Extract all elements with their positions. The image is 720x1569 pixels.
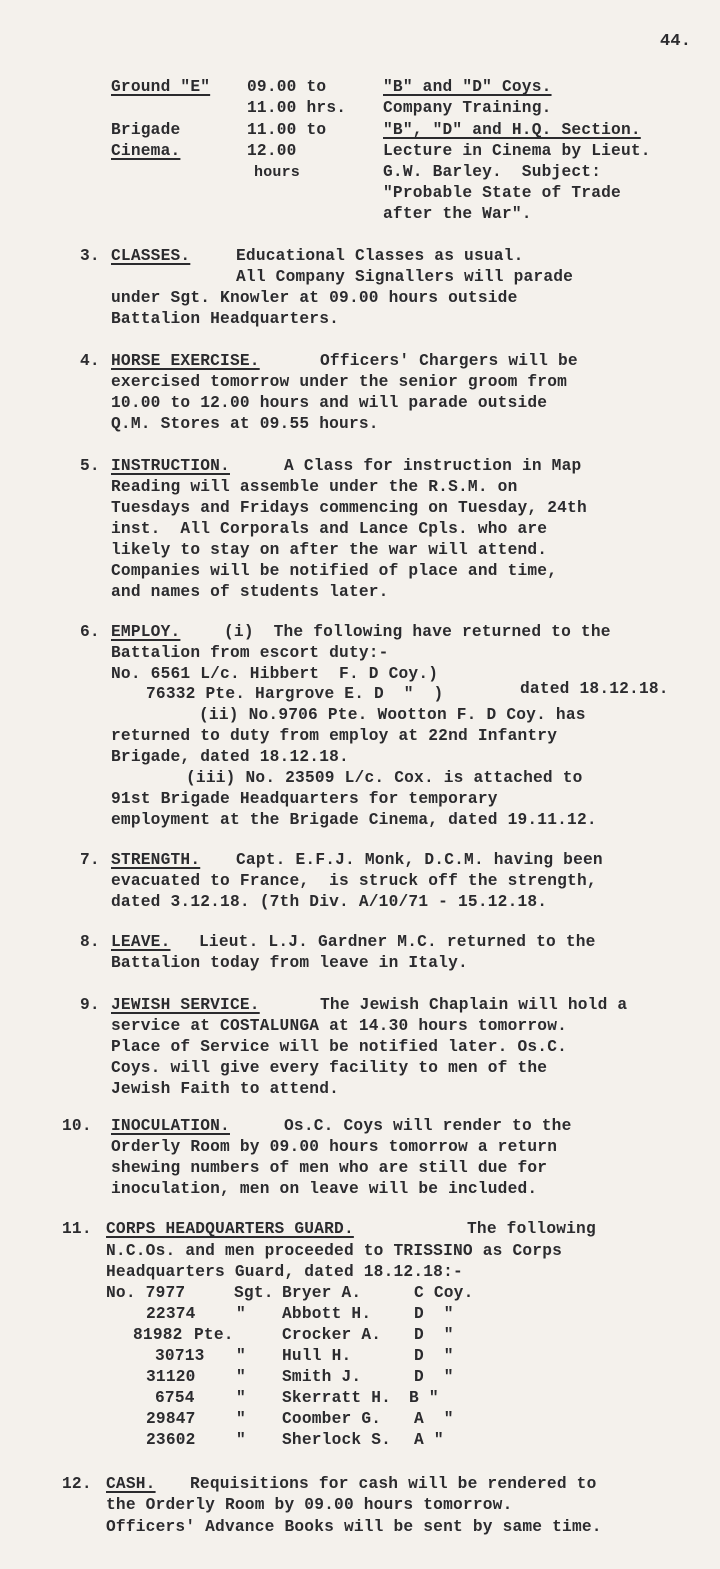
item-number: 9. [80, 996, 100, 1014]
page-number: 44. [660, 32, 692, 51]
guard-rank: " [236, 1410, 246, 1428]
item-line: Companies will be notified of place and time, [111, 562, 558, 580]
guard-coy: A " [414, 1410, 454, 1428]
item-number: 10. [62, 1117, 92, 1135]
item-line: and names of students later. [111, 583, 389, 601]
item-heading: EMPLOY. [111, 623, 181, 641]
item-number: 3. [80, 247, 100, 265]
item-heading: CLASSES. [111, 247, 191, 265]
item-line: 10.00 to 12.00 hours and will parade outside [111, 394, 548, 412]
item-line: (iii) No. 23509 L/c. Cox. is attached to [186, 769, 583, 787]
item-line: evacuated to France, is struck off the strength, [111, 872, 597, 890]
item-line: employment at the Brigade Cinema, dated 19.11.12. [111, 811, 597, 829]
item-heading: LEAVE. [111, 933, 171, 951]
item-line: service at COSTALUNGA at 14.30 hours tomorrow. [111, 1017, 568, 1035]
schedule-desc: "B", "D" and H.Q. Section. [383, 121, 641, 139]
guard-number: 23602 [146, 1431, 196, 1449]
item-line: Officers' Advance Books will be sent by same time. [106, 1518, 602, 1536]
item-line: Os.C. Coys will render to the [284, 1117, 572, 1135]
guard-number: 31120 [146, 1368, 196, 1386]
guard-rank: Pte. [194, 1326, 234, 1344]
guard-rank: Sgt. [234, 1284, 274, 1302]
item-heading: HORSE EXERCISE. [111, 352, 260, 370]
guard-name: Bryer A. [282, 1284, 362, 1302]
item-line: Battalion from escort duty:- [111, 644, 389, 662]
item-line: Place of Service will be notified later. Os.C. [111, 1038, 568, 1056]
item-heading: CASH. [106, 1475, 156, 1493]
guard-rank: " [236, 1368, 246, 1386]
item-heading: JEWISH SERVICE. [111, 996, 260, 1014]
schedule-place: Cinema. [111, 142, 181, 160]
schedule-desc: after the War". [383, 205, 532, 223]
schedule-time: 11.00 to [247, 121, 327, 139]
item-number: 12. [62, 1475, 92, 1493]
item-heading: INOCULATION. [111, 1117, 230, 1135]
item-line: Educational Classes as usual. [236, 247, 524, 265]
item-line: No. 6561 L/c. Hibbert F. D Coy.) [111, 665, 439, 683]
item-line: Capt. E.F.J. Monk, D.C.M. having been [236, 851, 603, 869]
item-heading: CORPS HEADQUARTERS GUARD. [106, 1220, 354, 1238]
item-line: Reading will assemble under the R.S.M. on [111, 478, 518, 496]
item-line: returned to duty from employ at 22nd Infantry [111, 727, 558, 745]
item-number: 8. [80, 933, 100, 951]
item-line: Lieut. L.J. Gardner M.C. returned to the [199, 933, 596, 951]
item-number: 4. [80, 352, 100, 370]
guard-rank: " [236, 1347, 246, 1365]
guard-coy: D " [414, 1326, 454, 1344]
item-line: shewing numbers of men who are still due for [111, 1159, 548, 1177]
item-line: Q.M. Stores at 09.55 hours. [111, 415, 379, 433]
item-line: Requisitions for cash will be rendered to [190, 1475, 597, 1493]
guard-rank: " [236, 1431, 246, 1449]
guard-number: 6754 [155, 1389, 195, 1407]
guard-name: Coomber G. [282, 1410, 382, 1428]
guard-coy: A " [414, 1431, 444, 1449]
item-line: Jewish Faith to attend. [111, 1080, 340, 1098]
guard-name: Crocker A. [282, 1326, 382, 1344]
item-number: 5. [80, 457, 100, 475]
item-line: under Sgt. Knowler at 09.00 hours outside [111, 289, 518, 307]
item-line: All Company Signallers will parade [236, 268, 574, 286]
guard-coy: D " [414, 1347, 454, 1365]
item-line: 76332 Pte. Hargrove E. D " ) [146, 685, 444, 703]
item-number: 11. [62, 1220, 92, 1238]
item-line: the Orderly Room by 09.00 hours tomorrow. [106, 1496, 513, 1514]
guard-number: 22374 [146, 1305, 196, 1323]
guard-name: Hull H. [282, 1347, 352, 1365]
item-number: 6. [80, 623, 100, 641]
item-line: The following [467, 1220, 596, 1238]
item-line: likely to stay on after the war will attend. [111, 541, 548, 559]
item-line: A Class for instruction in Map [284, 457, 582, 475]
guard-coy: B " [409, 1389, 439, 1407]
guard-name: Sherlock S. [282, 1431, 392, 1449]
guard-coy: D " [414, 1305, 454, 1323]
item-line: The Jewish Chaplain will hold a [320, 996, 628, 1014]
guard-number: 29847 [146, 1410, 196, 1428]
item-line: Headquarters Guard, dated 18.12.18:- [106, 1263, 463, 1281]
item-line: (i) The following have returned to the [224, 623, 611, 641]
guard-coy: D " [414, 1368, 454, 1386]
item-line: Officers' Chargers will be [320, 352, 578, 370]
item-line: 91st Brigade Headquarters for temporary [111, 790, 498, 808]
guard-number: 81982 [133, 1326, 183, 1344]
item-heading: INSTRUCTION. [111, 457, 230, 475]
item-line: Orderly Room by 09.00 hours tomorrow a return [111, 1138, 558, 1156]
guard-name: Smith J. [282, 1368, 362, 1386]
schedule-time: 12.00 [247, 142, 297, 160]
item-line: Coys. will give every facility to men of the [111, 1059, 548, 1077]
item-line: Brigade, dated 18.12.18. [111, 748, 349, 766]
schedule-desc: "B" and "D" Coys. [383, 78, 552, 96]
schedule-desc: Lecture in Cinema by Lieut. [383, 142, 651, 160]
schedule-time: 11.00 hrs. [247, 99, 347, 117]
schedule-desc: "Probable State of Trade [383, 184, 621, 202]
schedule-time: hours [254, 164, 301, 181]
schedule-desc: G.W. Barley. Subject: [383, 163, 602, 181]
item-line: (ii) No.9706 Pte. Wootton F. D Coy. has [199, 706, 586, 724]
guard-name: Skerratt H. [282, 1389, 392, 1407]
guard-number: No. 7977 [106, 1284, 186, 1302]
schedule-time: 09.00 to [247, 78, 327, 96]
item-line: N.C.Os. and men proceeded to TRISSINO as Corps [106, 1242, 563, 1260]
schedule-place: Brigade [111, 121, 181, 139]
item-line: dated 18.12.18. [520, 680, 669, 698]
item-line: Battalion today from leave in Italy. [111, 954, 468, 972]
item-number: 7. [80, 851, 100, 869]
item-line: inoculation, men on leave will be included. [111, 1180, 538, 1198]
schedule-place: Ground "E" [111, 78, 211, 96]
item-line: Tuesdays and Fridays commencing on Tuesday, 24th [111, 499, 587, 517]
guard-number: 30713 [155, 1347, 205, 1365]
item-heading: STRENGTH. [111, 851, 201, 869]
item-line: exercised tomorrow under the senior groom from [111, 373, 568, 391]
guard-rank: " [236, 1389, 246, 1407]
item-line: Battalion Headquarters. [111, 310, 340, 328]
item-line: inst. All Corporals and Lance Cpls. who are [111, 520, 548, 538]
guard-name: Abbott H. [282, 1305, 372, 1323]
guard-rank: " [236, 1305, 246, 1323]
guard-coy: C Coy. [414, 1284, 474, 1302]
schedule-desc: Company Training. [383, 99, 552, 117]
item-line: dated 3.12.18. (7th Div. A/10/71 - 15.12.18. [111, 893, 548, 911]
